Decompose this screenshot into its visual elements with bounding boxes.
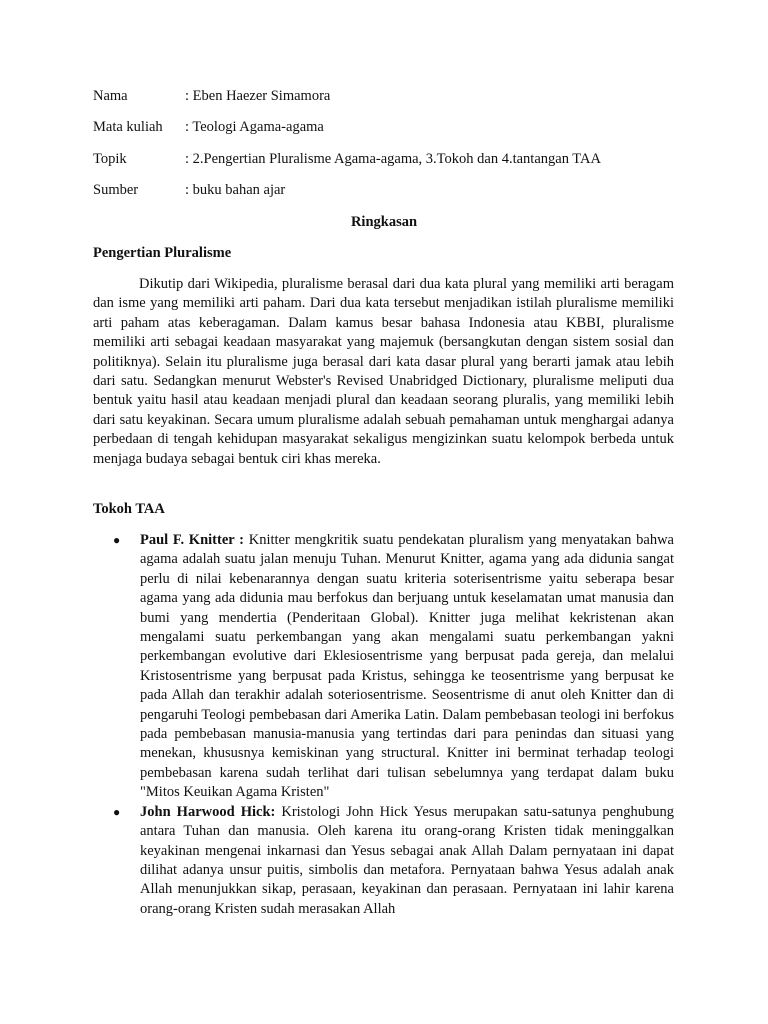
document-title: Ringkasan [350,214,418,230]
section-paragraph-pluralisme: Dikutip dari Wikipedia, pluralisme berasal dari dua kata plural yang memiliki arti beragam dan isme yang memiliki arti paham. Dari dua kata tersebut menjadikan istilah pluralisme memiliki arti paham atas keberagaman. Dalam kamus besar bahasa Indonesia atau KBBI, pluralisme memiliki arti sebagai keadaan masyarakat yang majemuk (bersangkutan dengan sistem sosial dan politiknya). Selain itu pluralisme juga berasal dari kata dasar plural yang berarti jamak atau lebih dari satu. Sedangkan menurut Webster's Revised Unabridged Dictionary, pluralisme meliputi dua bentuk yaitu hasil atau keadaan menjadi plural dan keadaan seorang pluralis, yang memiliki lebih dari satu keyakinan. Secara umum pluralisme adalah sebuah pemahaman untuk menghargai adanya perbedaan di tengah kehidupan masyarakat sekaligus mengizinkan suatu kelompok berbeda untuk menjaga budaya sebagai bentuk ciri khas mereka. [93,276,674,467]
header-value: : Eben Haezer Simamora [185,88,331,104]
header-row-mata-kuliah [93,118,693,137]
item-name: Paul F. Knitter : [140,532,244,548]
header-label: Mata kuliah [93,119,163,135]
list-item-knitter [113,531,674,803]
header-label: Topik [93,151,127,167]
item-text: Knitter mengkritik suatu pendekatan pluralism yang menyatakan bahwa agama adalah suatu jalan menuju Tuhan. Menurut Knitter, agama yang ada didunia sangat perlu di nilai kebenarannya dengan suatu kriteria soterisentrisme yaitu seberapa besar agama yang ada didunia mau berfokus dan berjuang untuk keselamatan umat manusia dan bumi yang mendertia (Penderitaan Global). Knitter juga melihat kekristenan akan mengalami suatu perkembangan yang akan mengalami suatu perkembangan yakni perkembangan evolutive dari Eklesiosentrisme yang berpusat pada gereja, dan melalui Kristosentrisme yang berpusat pada Kristus, sehingga ke teosentrisme yang berpusat ke pada Allah dan terakhir adalah soteriosentrisme. Seosentrisme di anut oleh Knitter dan di pengaruhi Teologi pembebasan dari Amerika Latin. Dalam pembebasan teologi ini berfokus pada pembebasan manusia-manusia yang tertindas dari para penindas dan situasi yang menekan, khususnya kemiskinan yang structural. Knitter ini berminat terhadap teologi pembebasan karena sudah terlihat dari tulisan sebelumnya yang terdapat dalam buku "Mitos Keuikan Agama Kristen" [140,532,674,801]
section-heading-tokoh: Tokoh TAA [93,501,165,517]
header-value: : buku bahan ajar [185,182,286,198]
bullet-icon: ● [113,804,121,819]
header-value: : Teologi Agama-agama [185,119,324,135]
section-heading-pluralisme: Pengertian Pluralisme [93,245,232,261]
item-name: John Harwood Hick: [140,803,276,820]
bullet-icon: ● [113,533,121,547]
header-value: : 2.Pengertian Pluralisme Agama-agama, 3.Tokoh dan 4.tantangan TAA [185,151,601,167]
item-text: Kristologi John Hick Yesus merupakan satu-satunya penghubung antara Tuhan dan manusia. Oleh karena itu orang-orang Kristen tidak meninggalkan keyakinan mengenai inkarnasi dan Yesus sebagai anak Allah Dalam pernyataan ini dapat dilihat adanya unsur puitis, simbolis dan metafora. Pernyataan bahwa Yesus adalah anak Allah menunjukkan sikap, perasaan, keyakinan dan perasaan. Pernyataan ini lahir karena orang-orang Kristen sudah merasakan Allah [140,803,675,917]
header-label: Nama [93,88,128,104]
tokoh-list [113,531,674,919]
header-row-topik [93,150,693,169]
header-label: Sumber [93,182,139,198]
list-item-hick [113,803,674,919]
header-row-nama [93,87,693,106]
header-row-sumber [93,181,693,200]
